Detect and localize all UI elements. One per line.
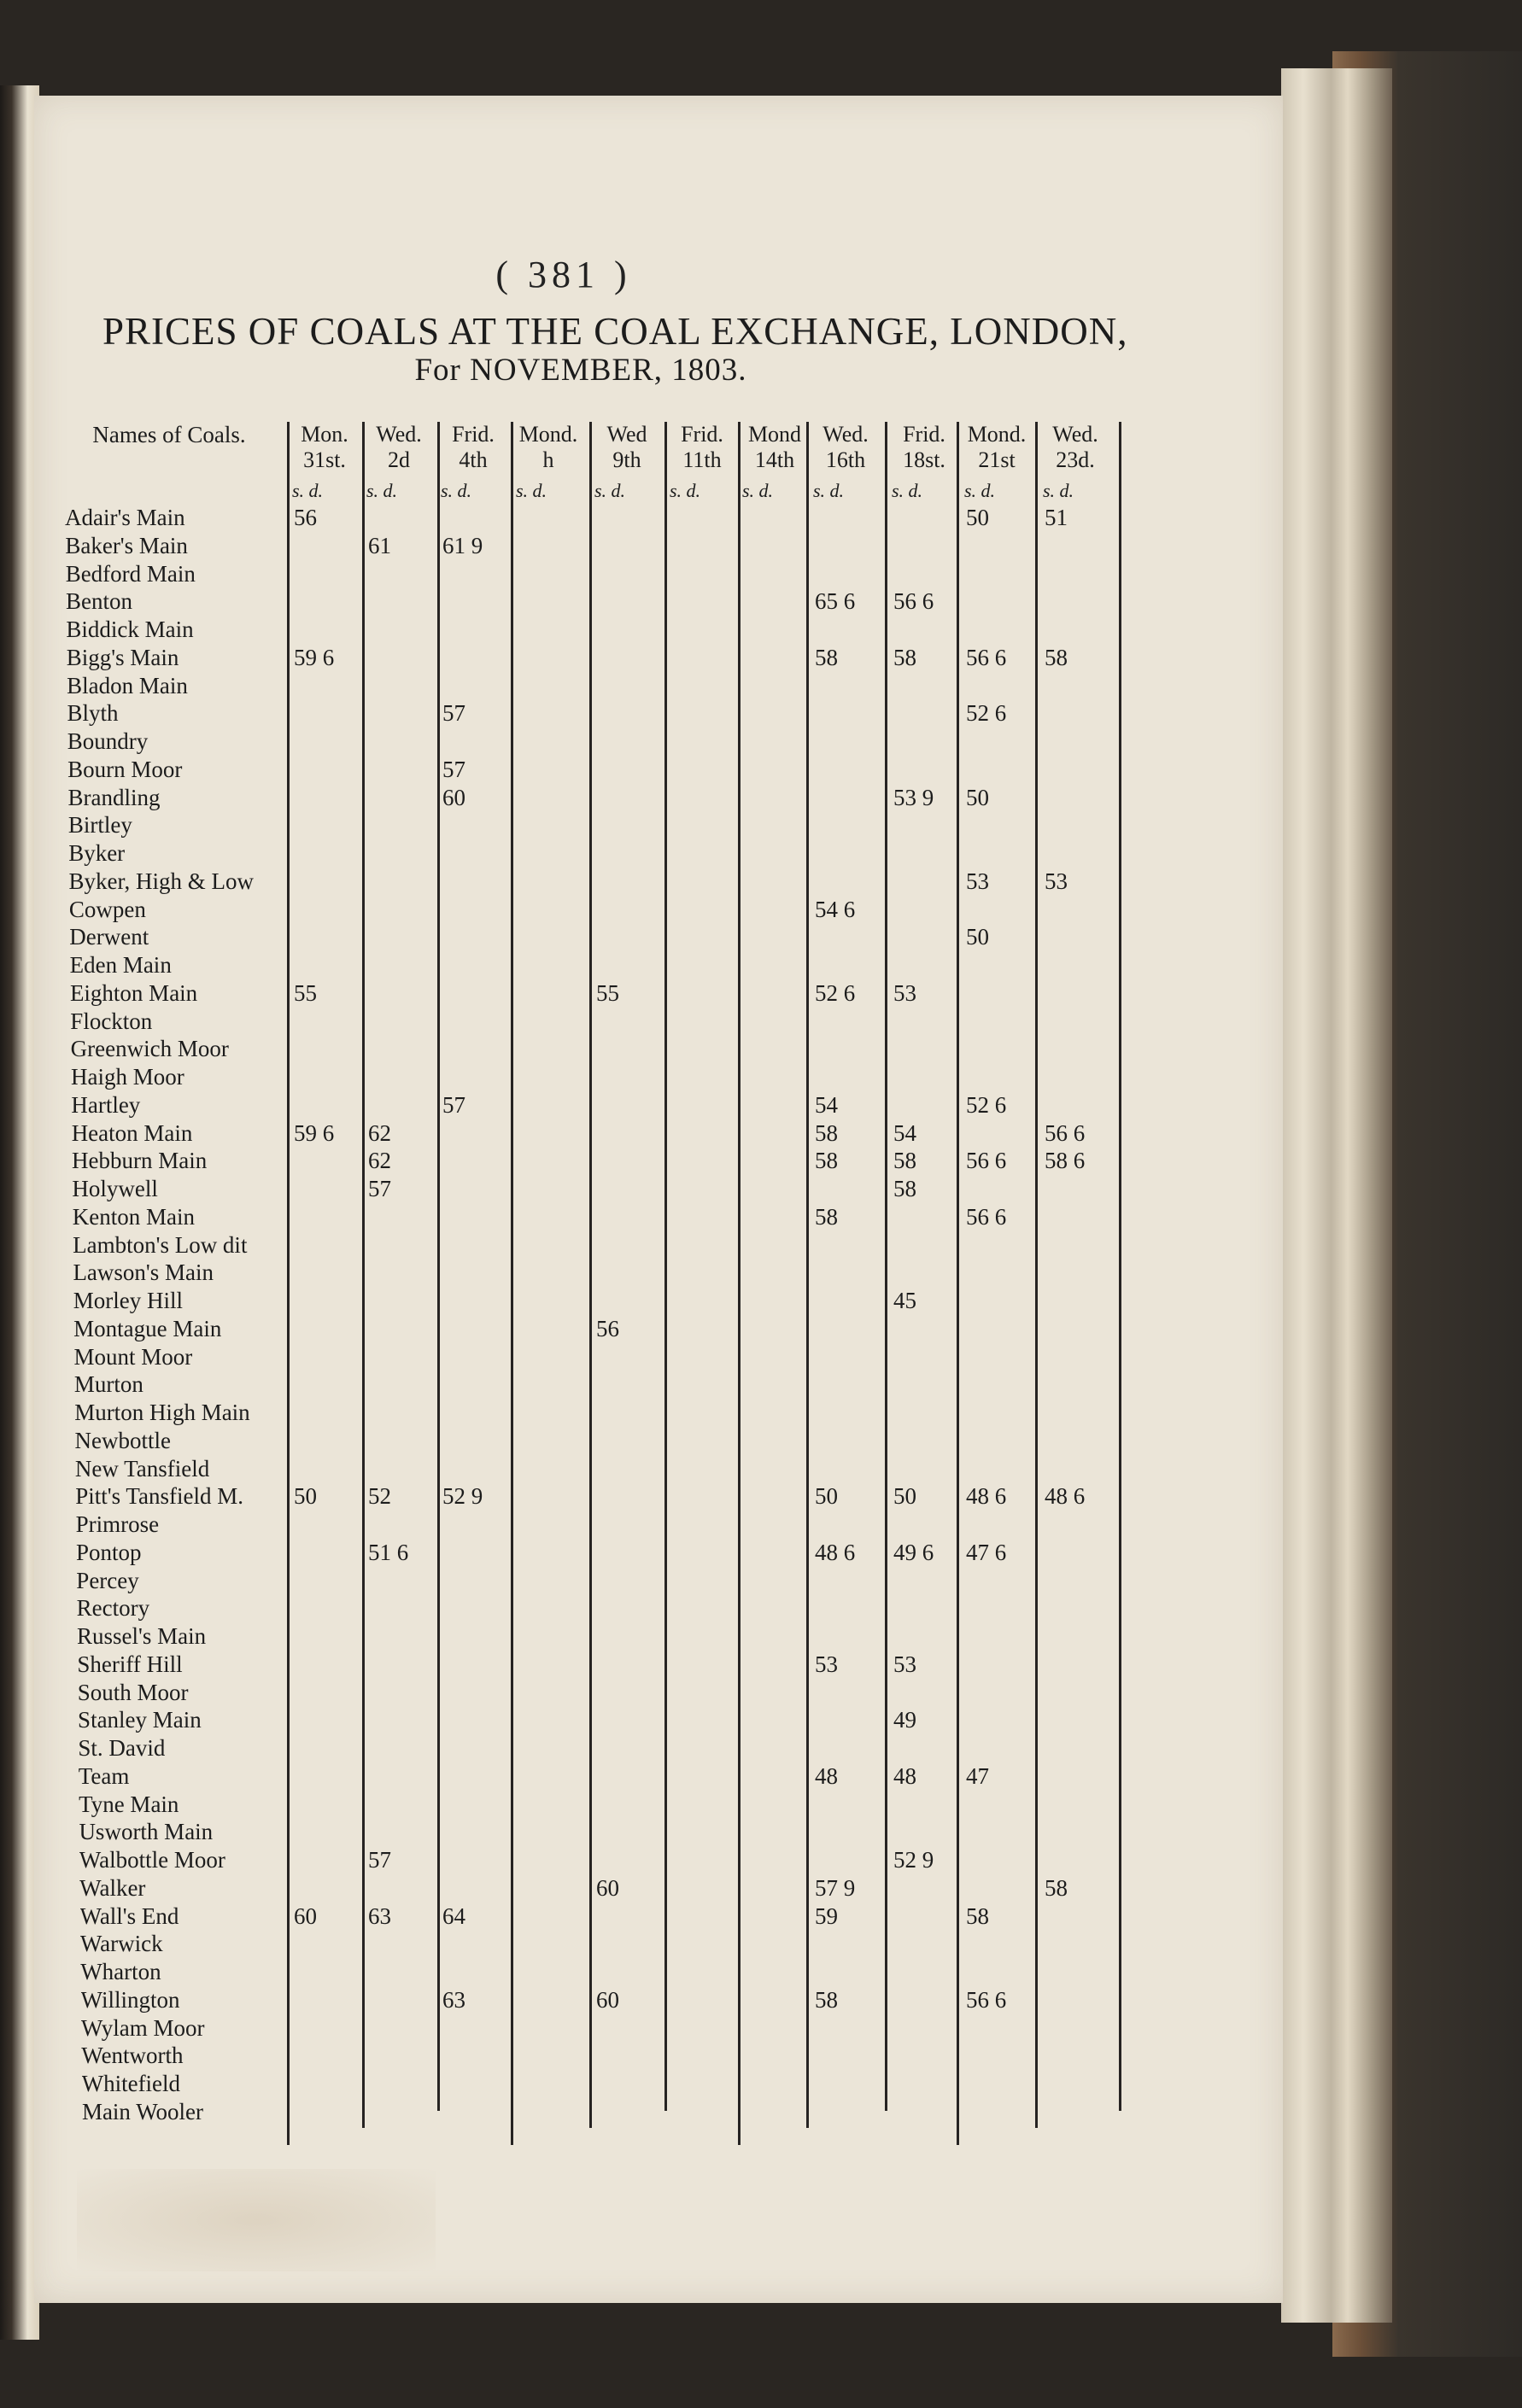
price-cell: 48 6 bbox=[815, 1539, 856, 1565]
coal-name: Byker bbox=[68, 840, 126, 866]
coal-name: Eden Main bbox=[69, 952, 172, 978]
price-cell: 54 bbox=[893, 1119, 916, 1146]
page-number: ( 381 ) bbox=[495, 254, 632, 295]
coal-name: Kenton Main bbox=[72, 1203, 195, 1230]
coal-name: Primrose bbox=[75, 1511, 160, 1537]
column-header-day: Mond. bbox=[967, 422, 1027, 447]
coal-name: Walker bbox=[79, 1874, 146, 1901]
coal-name: Hartley bbox=[71, 1091, 141, 1118]
column-units: s. d. bbox=[670, 480, 701, 501]
price-cell: 56 6 bbox=[966, 1986, 1007, 2013]
price-cell: 53 bbox=[893, 1651, 916, 1677]
price-cell: 63 bbox=[442, 1986, 465, 2013]
coal-name: Wharton bbox=[80, 1959, 161, 1984]
column-header-day: Wed bbox=[606, 422, 647, 447]
coal-name: Byker, High & Low bbox=[68, 868, 254, 894]
price-cell: 48 6 bbox=[966, 1483, 1007, 1510]
coal-name: Cowpen bbox=[68, 896, 146, 922]
coal-name: Heaton Main bbox=[71, 1119, 193, 1146]
price-cell: 54 bbox=[815, 1091, 838, 1118]
price-cell: 53 9 bbox=[893, 784, 934, 810]
coal-name: Mount Moor bbox=[73, 1343, 193, 1370]
column-rule bbox=[511, 422, 513, 2145]
price-cell: 58 bbox=[815, 1986, 838, 2013]
coal-name: Murton bbox=[73, 1371, 143, 1398]
coal-name: Brandling bbox=[67, 784, 161, 810]
price-cell: 56 bbox=[294, 505, 317, 530]
coal-name: Biddick Main bbox=[66, 617, 194, 642]
paper-stain bbox=[77, 2169, 436, 2271]
column-header-day: Wed. bbox=[376, 422, 422, 447]
column-rule bbox=[1035, 422, 1038, 2128]
coal-name: Blyth bbox=[67, 700, 119, 727]
coal-name: Russel's Main bbox=[77, 1623, 207, 1649]
price-cell: 56 6 bbox=[966, 1203, 1007, 1230]
coal-name: Percey bbox=[76, 1567, 139, 1593]
coal-name: Montague Main bbox=[73, 1315, 222, 1341]
column-header-date: 31st. bbox=[303, 447, 346, 472]
coal-name: Eighton Main bbox=[69, 979, 198, 1006]
price-cell: 61 bbox=[368, 532, 391, 558]
column-header bbox=[289, 422, 360, 483]
column-header-date: 14th bbox=[754, 447, 795, 472]
coal-name: Rectory bbox=[76, 1595, 150, 1622]
price-cell: 52 6 bbox=[966, 1091, 1007, 1118]
price-cell: 61 9 bbox=[442, 532, 483, 558]
coal-name: Walbottle Moor bbox=[79, 1847, 225, 1873]
coal-name: New Tansfield bbox=[74, 1455, 210, 1482]
price-cell: 59 6 bbox=[294, 644, 335, 670]
column-rule bbox=[664, 422, 667, 2111]
column-header bbox=[512, 422, 584, 483]
coal-name: Morley Hill bbox=[73, 1288, 184, 1313]
column-header bbox=[666, 422, 738, 483]
column-units: s. d. bbox=[594, 480, 626, 501]
price-cell: 63 bbox=[368, 1902, 391, 1929]
column-header-day: Frid. bbox=[452, 422, 495, 447]
column-rule bbox=[589, 422, 592, 2128]
price-cell: 50 bbox=[294, 1483, 317, 1510]
price-cell: 58 bbox=[893, 644, 916, 670]
price-cell: 58 bbox=[1045, 644, 1068, 670]
price-cell: 62 bbox=[368, 1148, 391, 1174]
price-cell: 60 bbox=[596, 1986, 619, 2013]
coal-name: Stanley Main bbox=[78, 1707, 202, 1733]
column-header-date: 9th bbox=[612, 447, 641, 472]
coal-name: Wentworth bbox=[81, 2043, 184, 2069]
column-rule bbox=[362, 422, 365, 2128]
price-cell: 50 bbox=[966, 784, 989, 810]
column-header-date: 2d bbox=[388, 447, 410, 472]
price-cell: 58 bbox=[966, 1902, 989, 1929]
price-cell: 54 6 bbox=[815, 896, 856, 922]
price-cell: 53 bbox=[966, 868, 989, 894]
price-cell: 55 bbox=[294, 979, 317, 1006]
page-subtitle: For NOVEMBER, 1803. bbox=[414, 353, 747, 388]
column-header-date: 18st. bbox=[903, 447, 945, 472]
column-units: s. d. bbox=[742, 480, 774, 501]
price-cell: 51 bbox=[1045, 505, 1068, 530]
column-rule bbox=[957, 422, 959, 2145]
coal-name: Tyne Main bbox=[79, 1791, 179, 1817]
price-cell: 47 bbox=[966, 1762, 989, 1789]
coal-name: Bourn Moor bbox=[67, 756, 183, 782]
column-header bbox=[810, 422, 881, 483]
column-header-day: Frid. bbox=[903, 422, 945, 447]
column-units: s. d. bbox=[366, 480, 398, 501]
coal-name: Bladon Main bbox=[67, 672, 188, 698]
column-header-date: 23d. bbox=[1056, 447, 1095, 472]
page-edges-right bbox=[1281, 68, 1392, 2323]
column-rule bbox=[1119, 422, 1121, 2111]
price-cell: 59 6 bbox=[294, 1119, 335, 1146]
coal-name: Sheriff Hill bbox=[77, 1651, 183, 1677]
price-cell: 58 bbox=[815, 1148, 838, 1174]
price-cell: 55 bbox=[596, 979, 619, 1006]
column-header-day: Mon. bbox=[301, 422, 348, 447]
coal-name: Lambton's Low dit bbox=[73, 1231, 248, 1258]
column-header-day: Mond. bbox=[518, 422, 578, 447]
column-units: s. d. bbox=[964, 480, 996, 501]
coal-name: Usworth Main bbox=[79, 1819, 214, 1845]
column-header-day: Mond bbox=[747, 422, 802, 447]
column-units: s. d. bbox=[892, 480, 923, 501]
coal-name: Baker's Main bbox=[65, 532, 188, 558]
coal-name: Greenwich Moor bbox=[70, 1036, 229, 1062]
coal-name: Boundry bbox=[67, 728, 149, 754]
column-units: s. d. bbox=[1043, 480, 1074, 501]
column-rule bbox=[437, 422, 440, 2111]
price-cell: 60 bbox=[596, 1874, 619, 1901]
column-rule bbox=[806, 422, 809, 2128]
column-header-day: Wed. bbox=[1052, 422, 1098, 447]
coal-name: South Moor bbox=[77, 1679, 189, 1705]
price-cell: 58 bbox=[815, 1203, 838, 1230]
coal-name: Birtley bbox=[67, 812, 132, 839]
price-cell: 49 6 bbox=[893, 1539, 934, 1565]
price-cell: 56 6 bbox=[966, 644, 1007, 670]
coal-name: Hebburn Main bbox=[72, 1148, 208, 1174]
coal-name: Warwick bbox=[79, 1931, 163, 1957]
coal-name: St. David bbox=[78, 1735, 166, 1761]
column-units: s. d. bbox=[813, 480, 845, 501]
price-cell: 62 bbox=[368, 1119, 391, 1146]
column-header-date: 21st bbox=[978, 447, 1016, 472]
coal-name: Bigg's Main bbox=[66, 644, 179, 670]
price-cell: 64 bbox=[442, 1902, 465, 1929]
column-header-date: 11th bbox=[682, 447, 722, 472]
price-cell: 50 bbox=[966, 924, 989, 950]
price-cell: 58 bbox=[815, 1119, 838, 1146]
price-cell: 51 6 bbox=[368, 1539, 409, 1565]
column-header bbox=[363, 422, 435, 483]
coal-name: Flockton bbox=[70, 1008, 153, 1034]
price-cell: 50 bbox=[815, 1483, 838, 1510]
column-header bbox=[1039, 422, 1111, 483]
price-cell: 57 bbox=[368, 1176, 391, 1201]
coal-name: Newbottle bbox=[74, 1427, 172, 1453]
price-cell: 59 bbox=[815, 1902, 838, 1929]
coal-name: Wylam Moor bbox=[80, 2014, 205, 2041]
column-rule bbox=[885, 422, 887, 2111]
column-header bbox=[961, 422, 1033, 483]
coal-name: Holywell bbox=[72, 1176, 158, 1201]
price-cell: 58 bbox=[893, 1176, 916, 1201]
column-header bbox=[591, 422, 663, 483]
price-cell: 60 bbox=[294, 1902, 317, 1929]
coal-name: Haigh Moor bbox=[71, 1064, 184, 1090]
column-header-day: Wed. bbox=[822, 422, 869, 447]
price-cell: 58 bbox=[815, 644, 838, 670]
column-units: s. d. bbox=[516, 480, 547, 501]
column-header-date: h bbox=[542, 447, 554, 472]
price-cell: 56 bbox=[596, 1315, 619, 1341]
column-header-date: 16th bbox=[825, 447, 866, 472]
coal-name: Whitefield bbox=[81, 2071, 181, 2096]
price-cell: 45 bbox=[893, 1288, 916, 1313]
coal-name: Team bbox=[78, 1762, 130, 1789]
price-cell: 50 bbox=[966, 505, 989, 530]
price-cell: 56 6 bbox=[966, 1148, 1007, 1174]
price-cell: 52 6 bbox=[815, 979, 856, 1006]
price-cell: 52 6 bbox=[966, 700, 1007, 727]
column-rule bbox=[738, 422, 741, 2145]
price-cell: 57 bbox=[442, 1091, 465, 1118]
price-cell: 48 6 bbox=[1045, 1483, 1086, 1510]
coal-name: Adair's Main bbox=[65, 505, 185, 530]
price-cell: 57 9 bbox=[815, 1874, 856, 1901]
price-cell: 53 bbox=[1045, 868, 1068, 894]
column-header bbox=[437, 422, 509, 483]
column-header-date: 4th bbox=[459, 447, 488, 472]
price-cell: 57 bbox=[442, 756, 465, 782]
coal-name: Pitt's Tansfield M. bbox=[75, 1483, 243, 1510]
price-cell: 48 bbox=[893, 1762, 916, 1789]
price-cell: 50 bbox=[893, 1483, 916, 1510]
coal-name: Bedford Main bbox=[65, 560, 196, 587]
price-cell: 56 6 bbox=[893, 588, 934, 615]
price-cell: 47 6 bbox=[966, 1539, 1007, 1565]
price-cell: 52 bbox=[368, 1483, 391, 1510]
column-header bbox=[888, 422, 960, 483]
coal-name: Murton High Main bbox=[74, 1400, 250, 1425]
coal-name: Pontop bbox=[75, 1539, 142, 1565]
price-cell: 58 bbox=[893, 1148, 916, 1174]
price-cell: 52 9 bbox=[893, 1847, 934, 1873]
price-cell: 58 bbox=[1045, 1874, 1068, 1901]
names-column-header: Names of Coals. bbox=[92, 422, 246, 447]
column-units: s. d. bbox=[292, 480, 324, 501]
column-units: s. d. bbox=[441, 480, 472, 501]
price-cell: 53 bbox=[893, 979, 916, 1006]
coal-name: Derwent bbox=[69, 924, 149, 950]
price-cell: 60 bbox=[442, 784, 465, 810]
price-cell: 52 9 bbox=[442, 1483, 483, 1510]
price-cell: 48 bbox=[815, 1762, 838, 1789]
coal-name: Willington bbox=[80, 1986, 180, 2013]
coal-name: Lawson's Main bbox=[73, 1260, 214, 1286]
column-header-day: Frid. bbox=[681, 422, 723, 447]
price-cell: 58 6 bbox=[1045, 1148, 1086, 1174]
price-cell: 65 6 bbox=[815, 588, 856, 615]
coal-name: Wall's End bbox=[79, 1902, 179, 1929]
coal-name: Main Wooler bbox=[81, 2098, 203, 2125]
column-header bbox=[739, 422, 811, 483]
price-cell: 57 bbox=[442, 700, 465, 727]
price-cell: 53 bbox=[815, 1651, 838, 1677]
coal-name: Benton bbox=[66, 588, 133, 615]
price-cell: 49 bbox=[893, 1707, 916, 1733]
page-title: PRICES OF COALS AT THE COAL EXCHANGE, LONDON, bbox=[102, 310, 1128, 353]
price-cell: 57 bbox=[368, 1847, 391, 1873]
price-cell: 56 6 bbox=[1045, 1119, 1086, 1146]
